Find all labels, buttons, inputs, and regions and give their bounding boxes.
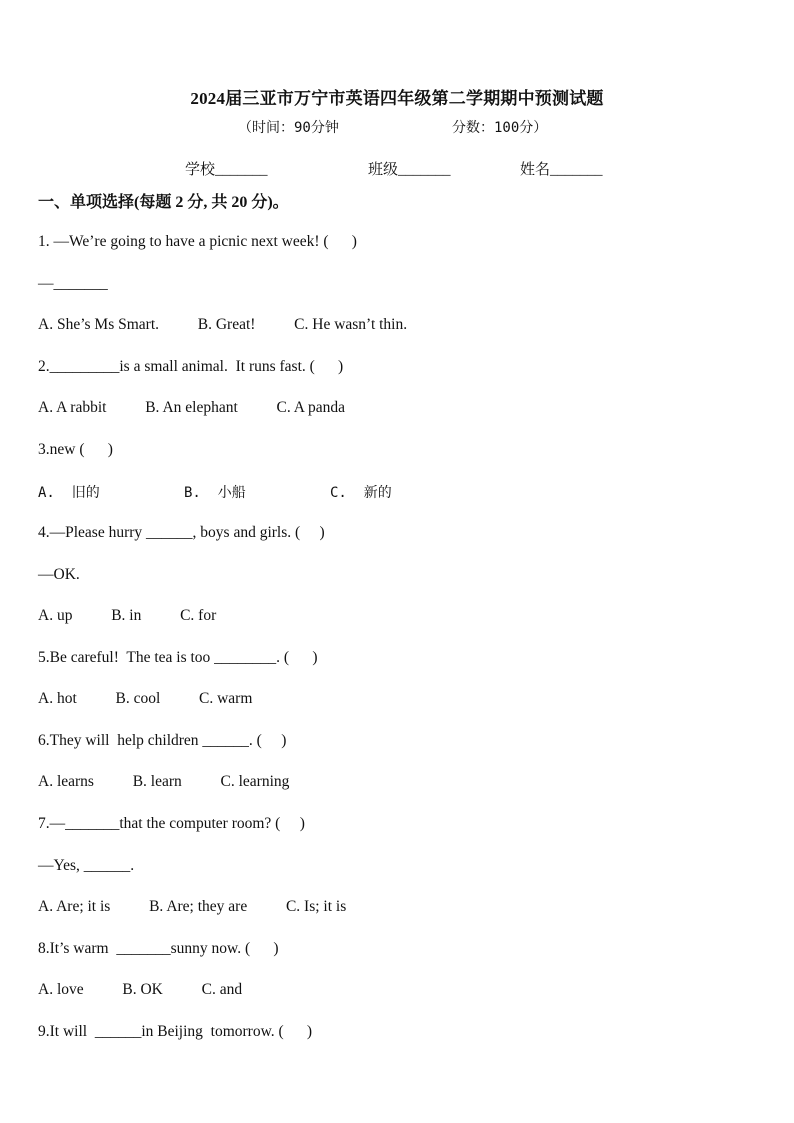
question-1-answer-line: —_______	[38, 275, 108, 292]
question-2: 2._________is a small animal. It runs fast. ( )	[38, 358, 344, 375]
question-7-options: A. Are; it is B. Are; they are C. Is; it is	[38, 898, 347, 915]
question-8-options: A. love B. OK C. and	[38, 981, 243, 998]
question-2-options: A. A rabbit B. An elephant C. A panda	[38, 399, 345, 416]
question-5: 5.Be careful! The tea is too ________. ( )	[38, 649, 318, 666]
question-1-options: A. She’s Ms Smart. B. Great! C. He wasn’t thin.	[38, 316, 408, 333]
question-8: 8.It’s warm _______sunny now. ( )	[38, 940, 279, 957]
class-field: 班级_______	[368, 162, 451, 178]
question-9: 9.It will ______in Beijing tomorrow. ( )	[38, 1023, 313, 1040]
question-6: 6.They will help children ______. ( )	[38, 732, 287, 749]
question-1: 1. —We’re going to have a picnic next week! ( )	[38, 233, 357, 250]
question-3-options: A. 旧的 B. 小船 C. 新的	[38, 485, 392, 501]
question-3: 3.new ( )	[38, 441, 113, 458]
question-5-options: A. hot B. cool C. warm	[38, 690, 253, 707]
question-4-reply: —OK.	[38, 566, 80, 583]
question-4: 4.—Please hurry ______, boys and girls. ( )	[38, 524, 325, 541]
exam-score: 分数：100分）	[452, 120, 548, 136]
question-7-reply: —Yes, ______.	[38, 857, 135, 874]
school-field: 学校_______	[185, 162, 268, 178]
name-field: 姓名_______	[520, 162, 603, 178]
question-7: 7.—_______that the computer room? ( )	[38, 815, 305, 832]
page-title: 2024届三亚市万宁市英语四年级第二学期期中预测试题	[190, 89, 604, 108]
exam-time: （时间：90分钟	[238, 120, 339, 136]
question-6-options: A. learns B. learn C. learning	[38, 773, 290, 790]
question-4-options: A. up B. in C. for	[38, 607, 217, 624]
section-title: 一、单项选择(每题 2 分, 共 20 分)。	[38, 194, 289, 211]
